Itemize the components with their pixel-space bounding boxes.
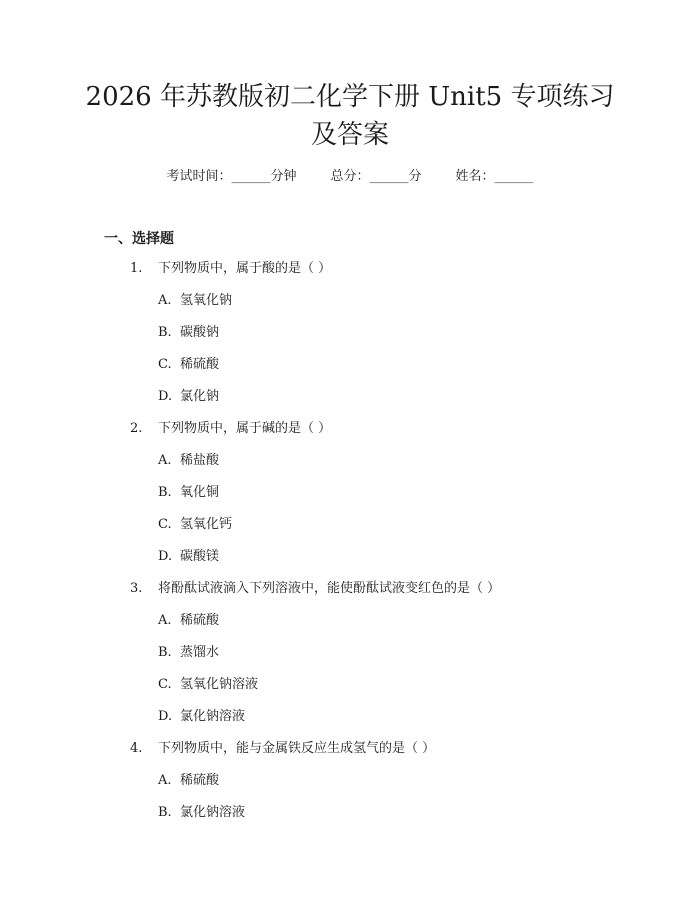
option-4b — [158, 804, 245, 822]
question-number: 1. — [130, 261, 143, 276]
option-2b — [158, 484, 219, 502]
option-3d — [158, 708, 245, 726]
question-1 — [130, 260, 331, 278]
option-text: 氢氧化钠 — [180, 293, 233, 308]
option-text: 稀硫酸 — [180, 613, 220, 628]
question-4 — [130, 740, 435, 758]
option-letter: D. — [158, 389, 173, 404]
question-2 — [130, 420, 331, 438]
option-letter: A. — [158, 453, 172, 468]
option-text: 碳酸钠 — [180, 325, 220, 340]
title-line-2: 及答案 — [310, 120, 389, 150]
option-letter: B. — [158, 645, 172, 660]
option-text: 碳酸镁 — [180, 549, 220, 564]
option-letter: B. — [158, 325, 172, 340]
option-text: 氯化钠溶液 — [180, 805, 246, 820]
option-text: 氯化钠溶液 — [180, 709, 246, 724]
option-1a — [158, 292, 232, 310]
option-2d — [158, 548, 219, 566]
option-letter: A. — [158, 613, 172, 628]
document-title — [60, 78, 640, 154]
option-1c — [158, 356, 219, 374]
option-letter: C. — [158, 357, 172, 372]
question-text: 将酚酞试液滴入下列溶液中，能使酚酞试液变红色的是（ ） — [158, 581, 501, 596]
question-number: 2. — [130, 421, 143, 436]
option-1b — [158, 324, 219, 342]
option-3c — [158, 676, 258, 694]
option-letter: B. — [158, 485, 172, 500]
option-2c — [158, 516, 232, 534]
option-letter: C. — [158, 677, 172, 692]
option-3a — [158, 612, 219, 630]
question-text: 下列物质中，属于酸的是（ ） — [158, 261, 332, 276]
option-4a — [158, 772, 219, 790]
section-heading: 一、选择题 — [104, 231, 174, 247]
option-1d — [158, 388, 219, 406]
question-number: 3. — [130, 581, 143, 596]
option-letter: B. — [158, 805, 172, 820]
option-text: 蒸馏水 — [180, 645, 220, 660]
option-text: 稀硫酸 — [180, 773, 220, 788]
question-number: 4. — [130, 741, 143, 756]
option-2a — [158, 452, 219, 470]
question-3 — [130, 580, 500, 598]
option-letter: C. — [158, 517, 172, 532]
option-text: 稀硫酸 — [180, 357, 220, 372]
exam-info — [0, 168, 700, 186]
option-text: 氢氧化钠溶液 — [180, 677, 259, 692]
total-score-label: 总分：______分 — [330, 169, 422, 184]
option-text: 稀盐酸 — [180, 453, 220, 468]
exam-time-label: 考试时间：______分钟 — [166, 169, 297, 184]
title-line-1: 2026 年苏教版初二化学下册 Unit5 专项练习 — [85, 82, 615, 112]
option-text: 氢氧化钙 — [180, 517, 233, 532]
option-3b — [158, 644, 219, 662]
option-letter: D. — [158, 709, 173, 724]
option-text: 氧化铜 — [180, 485, 220, 500]
option-letter: A. — [158, 773, 172, 788]
student-name-label: 姓名：______ — [455, 169, 534, 184]
question-text: 下列物质中，能与金属铁反应生成氢气的是（ ） — [158, 741, 436, 756]
option-letter: A. — [158, 293, 172, 308]
question-text: 下列物质中，属于碱的是（ ） — [158, 421, 332, 436]
option-text: 氯化钠 — [180, 389, 220, 404]
option-letter: D. — [158, 549, 173, 564]
